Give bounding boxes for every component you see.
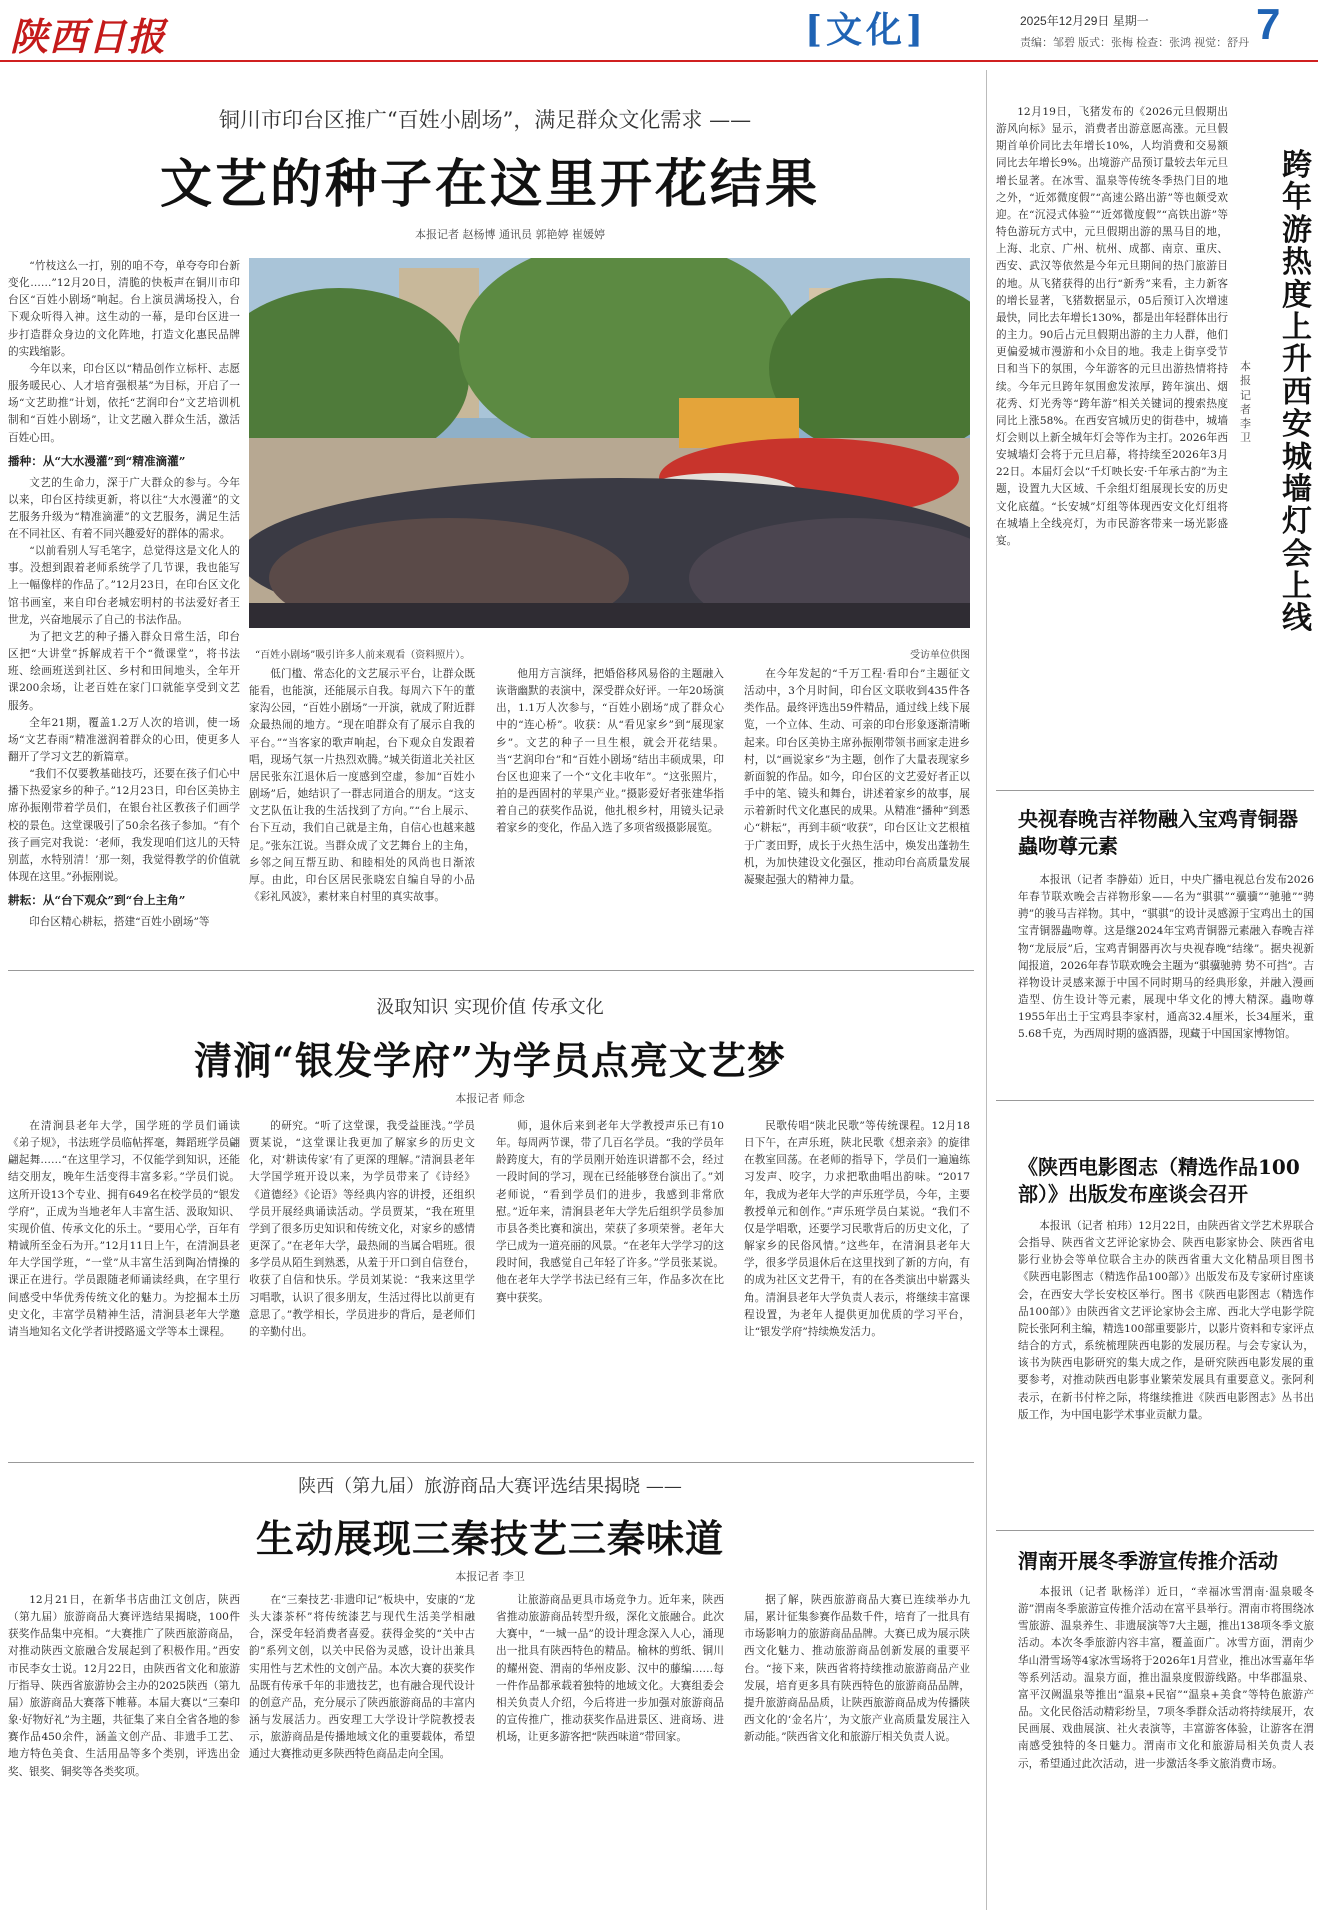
masthead-logo: 陕西日报 [10, 14, 167, 59]
page-header [0, 0, 1318, 62]
photo-credit: 受访单位供图 [910, 650, 970, 661]
right-mid-headline: 央视春晚吉祥物融入宝鸡青铜器蟲吻尊元素 [1018, 807, 1298, 858]
paragraph: “竹枝这么一打，别的咱不夸，单夸夸印台新变化……”12月20日，清脆的快板声在铜川市印台区“百姓小剧场”响起。台上演员满场投入，台下观众听得入神。这生动的一幕，是印台区进一步打造群众身边的文化阵地，打造文化惠民品牌的实践缩影。 [8, 260, 240, 358]
main-kicker: 铜川市印台区推广“百姓小剧场”，满足群众文化需求 —— [218, 108, 752, 132]
paragraph: “我们不仅要教基础技巧，还要在孩子们心中播下热爱家乡的种子。”12月23日，印台区美协主席孙振刚带着学员们，在银台社区教孩子们画学校的景色。这堂课吸引了50余名孩子参加。“有个孩子画完对我说：‘老师，我发现咱们这儿的天特别蓝，水特别清！’那一刻，我觉得教学的价值就体现在这里。”孙振刚说。 [8, 768, 240, 884]
right-top-text [996, 104, 1228, 774]
paragraph: 民歌传唱“陕北民歌”等传统课程。12月18日下午，在声乐班，陕北民歌《想亲亲》的旋律在教室回荡。在老师的指导下，学员们一遍遍练习发声、咬字，力求把歌曲唱出韵味。“2017年，我成为老年大学的声乐班学员，今年，主要教授单元和创作。”声乐班学员白某说。“我们不仅是学唱歌，还要学习民歌背后的历史文化，了解家乡的民俗风情。”这些年，在清涧县老年大学，很多学员退休后在这里找到了新的方向，有的成为社区文艺骨干，有的在各类演出中崭露头角。清涧县老年大学负责人表示，将继续丰富课程设置，为老年人提供更加优质的学习平台，让“银发学府”持续焕发活力。 [744, 1120, 970, 1338]
second-column-3 [496, 1118, 724, 1454]
main-column-1 [8, 258, 240, 958]
issue-date: 2025年12月29日 星期一 [1020, 14, 1149, 28]
main-photo [249, 258, 970, 628]
third-byline: 本报记者 李卫 [455, 1570, 525, 1583]
right-bottom-text [1018, 1584, 1314, 1910]
paragraph: 他用方言演绎，把婚俗移风易俗的主题融入诙谐幽默的表演中，深受群众好评。一年20场演出，1.1万人次参与，“百姓小剧场”成了群众心中的“连心桥”。收获：从“看见家乡”到“展现家乡”。文艺的种子一旦生根，就会开花结果。当“艺润印台”和“百姓小剧场”结出丰硕成果，印台区也迎来了一个“文化丰收年”。“这张照片，拍的是西固村的苹果产业。”摄影爱好者张建华指着自己的获奖作品说，他扎根乡村，用镜头记录着家乡的变化，作品入选了多项省级摄影展览。 [496, 668, 724, 835]
third-column-4 [744, 1592, 970, 1912]
paragraph: 低门槛、常态化的文艺展示平台，让群众既能看，也能演，还能展示自我。每周六下午的董家沟公园，“百姓小剧场”一开演，就成了附近群众最热闹的地方。“现在咱群众有了展示自我的平台。”“当客家的歌声响起，台下观众自发跟着唱，现场气氛一片热烈欢腾。”城关街道北关社区居民张东江退休后一度感到空虚，参加“百姓小剧场”后，她结识了一群志同道合的朋友。“这支文艺队伍让我的生活找到了方向。”“台上展示、台下互动，我们自己就是主角，自信心也越来越足。”张东江说。当群众成了文艺舞台上的主角，乡邻之间互帮互助、和睦相处的风尚也日渐浓厚。由此，印台区居民张晓宏自编自导的小品《彩礼风波》，素材来自村里的真实故事。 [249, 668, 475, 904]
second-column-1 [8, 1118, 240, 1454]
paragraph: 本报讯（记者 耿杨洋）近日，“幸福冰雪渭南·温泉暖冬游”渭南冬季旅游宣传推介活动在富平县举行。渭南市将围绕冰雪旅游、温泉养生、非遗展演等7大主题，推出138项冬季文旅活动。本次冬季旅游内容丰富，覆盖面广。冰雪方面，渭南少华山滑雪场等4家冰雪场将于2026年1月营业，推出冰雪嘉年华等系列活动。温泉方面，推出温泉度假游线路。中华郡温泉、富平汉阙温泉等推出“温泉+民宿”“温泉+美食”等特色旅游产品。文化民俗活动精彩纷呈，7项冬季群众活动将持续展开，农民画展、戏曲展演、社火表演等，丰富游客体验，让游客在渭南感受独特的冬日魅力。渭南市文化和旅游局相关负责人表示，希望通过此次活动，进一步激活冬季文旅消费市场。 [1018, 1586, 1314, 1770]
paragraph: 12月19日，飞猪发布的《2026元旦假期出游风向标》显示，消费者出游意愿高涨。元旦假期首单价同比去年增长10%，人均消费和交易额同比去年增长9%。出境游产品预订量较去年元旦增长显著。在冰雪、温泉等传统冬季热门目的地之外，“近郊微度假”“高速公路出游”等也颇受欢迎。在“沉浸式体验”“近郊微度假”“高铁出游”等特色游玩方式中，元旦假期出游的黑马目的地，上海、北京、广州、杭州、成都、南京、重庆、西安、武汉等依然是今年元旦期间的热门旅游目的地。从飞猪获得的出行“新秀”来看，主力新客的增长显著，飞猪数据显示，05后预订入次增速最快，同比去年增长130%，都是出年轻群体出行的主力。90后占元旦假期出游的主力人群，他们更偏爱城市漫游和小众目的地。我走上街享受节日和当下的氛围，今年游客的元旦出游热情将持续。今年元旦跨年氛围愈发浓厚，跨年演出、烟花秀、灯光秀等“跨年游”相关关键词的搜索热度同比上涨58%。在西安宫城历史的街巷中，城墙灯会则以上新全城年灯会等作为主打。2026年西安城墙灯会将于元旦启幕，将持续至2026年3月22日。本届灯会以“千灯映长安·千年承古韵”为主题，设置九大区域、千余组灯组展现长安的历史文化底蕴。“长安城”灯组等体现西安文化灯组将在城墙上全线亮灯，为市民游客带来一场光影盛宴。 [996, 106, 1228, 547]
right-mid-text [1018, 872, 1314, 1092]
divider [996, 1530, 1314, 1531]
section-title: [文化] [805, 9, 928, 51]
third-column-1 [8, 1592, 240, 1912]
right-top-headline: 跨年游热度上升 西安城墙灯会上线 [1282, 148, 1312, 637]
divider [996, 1100, 1314, 1101]
third-column-2 [249, 1592, 475, 1912]
photo-caption: “百姓小剧场”吸引许多人前来观看（资料照片）。 [255, 650, 471, 661]
main-column-2 [249, 666, 475, 962]
right-bottom-headline: 渭南开展冬季游宣传推介活动 [1018, 1549, 1278, 1573]
second-byline: 本报记者 师念 [455, 1092, 525, 1105]
main-column-3 [496, 666, 724, 962]
paragraph: 本报讯（记者 李静茹）近日，中央广播电视总台发布2026年春节联欢晚会吉祥物形象——名为“骐骐”“骥骥”“驰驰”“骋骋”的骏马吉祥物。其中，“骐骐”的设计灵感源于宝鸡出土的国宝青铜器蟲吻尊。这是继2024年宝鸡青铜器元素融入春晚吉祥物“龙辰辰”后，宝鸡青铜器再次与央视春晚“结缘”。据央视新闻报道，2026年春节联欢晚会主题为“骐骥驰骋 势不可挡”。吉祥物设计灵感来源于中国不同时期马的经典形象，并融入漫画造型、仿生设计等元素，展现中华文化的博大精深。蟲吻尊1955年出土于宝鸡县李家村，通高32.4厘米，长34厘米，重5.68千克，为西周时期的盛酒器，现藏于中国国家博物馆。 [1018, 874, 1314, 1041]
divider [8, 1462, 974, 1463]
paragraph: 全年21期，覆盖1.2万人次的培训，使一场场“文艺春雨”精准滋润着群众的心田，使更多人翻开了学习文艺的新篇章。 [8, 716, 240, 763]
performance-photo-illustration [249, 258, 970, 628]
paragraph: 12月21日，在新华书店曲江文创店，陕西（第九届）旅游商品大赛评选结果揭晓，100件获奖作品集中亮相。“大赛推广了陕西旅游商品，对推动陕西文旅融合发展起到了积极作用。”西安市民李女士说。12月22日，由陕西省文化和旅游厅指导、陕西省旅游协会主办的2025陕西（第九届）旅游商品大赛落下帷幕。本届大赛以“三秦印象·好物好礼”为主题，共征集了来自全省各地的参赛作品450余件，涵盖文创产品、非遗手工艺、地方特色美食、生活用品等多个类别，评选出金奖、银奖、铜奖等各类奖项。 [8, 1594, 240, 1778]
main-column-4 [744, 666, 970, 962]
paragraph: 本报讯（记者 柏玮）12月22日，由陕西省文学艺术界联合会指导、陕西省文艺评论家协会、陕西电影家协会、陕西省电影行业协会等单位联合主办的陕西省重大文化精品项目图书《陕西电影图志（精选作品100部）》出版发布及专家研讨座谈会，在西安大学长安校区举行。图书《陕西电影图志（精选作品100部）》由陕西省文艺评论家协会主席、西北大学电影学院院长张阿利主编，精选100部重要影片，以影片资料和专家评点结合的方式，系统梳理陕西电影的发展历程。与会专家认为，该书为陕西电影研究的集大成之作，是研究陕西电影发展的重要参考，对推动陕西电影事业繁荣发展具有重要意义。张阿利表示，在新书付梓之际，将继续推进《陕西电影图志》丛书出版工作，为中国电影学术事业贡献力量。 [1018, 1220, 1314, 1421]
divider [996, 790, 1314, 791]
paragraph: 据了解，陕西旅游商品大赛已连续举办九届，累计征集参赛作品数千件，培育了一批具有市场影响力的旅游商品品牌。大赛已成为展示陕西文化魅力、推动旅游商品创新发展的重要平台。“接下来，陕西省将持续推动旅游商品产业发展，培育更多具有陕西特色的旅游商品品牌，提升旅游商品品质，让陕西旅游商品成为传播陕西文化的‘金名片’，为文旅产业高质量发展注入新动能。”陕西省文化和旅游厅相关负责人说。 [744, 1594, 970, 1744]
page-number: 7 [1256, 0, 1281, 49]
paragraph: 为了把文艺的种子播入群众日常生活，印台区把“大讲堂”拆解成若干个“微课堂”，将书法班、绘画班送到社区、乡村和田间地头，全年开课200余场，让老百姓在家门口就能享受到文艺服务。 [8, 630, 240, 712]
third-headline: 生动展现三秦技艺三秦味道 [255, 1516, 724, 1561]
second-kicker: 汲取知识 实现价值 传承文化 [376, 997, 604, 1018]
paragraph: 在今年发起的“千万工程·看印台”主题征文活动中，3个月时间，印台区文联收到435件各类作品。最终评选出59件精品，通过线上线下展览，一个立体、生动、可亲的印台形象逐渐清晰起来。印台区美协主席孙振刚带领书画家走进乡村，以“画说家乡”为主题，创作了大量表现家乡新面貌的作品。如今，印台区的文艺爱好者正以手中的笔、镜头和舞台，讲述着家乡的故事，展示着新时代文化惠民的成果。从精准“播种”到悉心“耕耘”，再到丰硕“收获”，印台区让文艺根植于广袤田野，成长于火热生活中，焕发出蓬勃生机，为加快建设文化强区，推动印台高质量发展凝聚起强大的精神力量。 [744, 668, 970, 886]
editors-line: 责编：邹碧 版式：张梅 检查：张鸿 视觉：舒丹 [1020, 37, 1250, 49]
third-kicker: 陕西（第九届）旅游商品大赛评选结果揭晓 —— [298, 1476, 682, 1497]
paragraph: 的研究。“听了这堂课，我受益匪浅。”学员贾某说，“这堂课让我更加了解家乡的历史文化，对‘耕读传家’有了更深的理解。”清涧县老年大学国学班开设以来，为学员带来了《诗经》《道德经》《论语》等经典内容的讲授，还组织学员开展经典诵读活动。学员贾某，“我在班里学到了很多历史知识和传统文化，对家乡的感情更深了。”在老年大学，最热闹的当属合唱班。很多学员从陌生到熟悉，从羞于开口到自信登台，收获了自信和快乐。学员刘某说：“我来这里学习唱歌，认识了很多朋友，生活过得比以前更有意思了。”教学相长，学员进步的背后，是老师们的辛勤付出。 [249, 1120, 475, 1338]
third-column-3 [496, 1592, 724, 1912]
divider [8, 970, 974, 971]
paragraph: 在清涧县老年大学，国学班的学员们诵读《弟子规》，书法班学员临帖挥毫，舞蹈班学员翩翩起舞……“在这里学习，不仅能学到知识，还能结交朋友，晚年生活变得丰富多彩。”学员们说。这所开设13个专业、拥有649名在校学员的“银发学府”，正成为当地老年人丰富生活、汲取知识、实现价值、传承文化的乐土。“要用心学，百年有精诚所至金石为开。”12月11日上午，在清涧县老年大学国学班，“一堂”从丰富生活到陶冶情操的课正在进行。学员跟随老师诵读经典，在字里行间感受中华优秀传统文化的魅力。为挖掘本土历史文化，丰富学员精神生活，清涧县老年大学邀请当地知名文化学者讲授路遥文学等本土课程。 [8, 1120, 240, 1338]
subhead: 耕耘：从“台下观众”到“台上主角” [8, 893, 186, 908]
paragraph: 印台区精心耕耘，搭建“百姓小剧场”等 [29, 916, 210, 929]
paragraph: 文艺的生命力，深于广大群众的参与。今年以来，印台区持续更新，将以往“大水漫灌”的文艺服务升级为“精准滴灌”的文艺服务，满足生活在不同社区、有着不同兴趣爱好的群体的需求。 [8, 476, 240, 540]
paragraph: “以前看别人写毛笔字，总觉得这是文化人的事。没想到跟着老师系统学了几节课，我也能写上一幅像样的作品了。”12月23日，在印台区文化馆书画室，来自印台老城宏明村的书法爱好者王世龙，兴奋地展示了自己的书法作品。 [8, 545, 240, 626]
column-divider [986, 70, 987, 1910]
paragraph: 让旅游商品更具市场竞争力。近年来，陕西省推动旅游商品转型升级，深化文旅融合。此次大赛中，“一城一品”的设计理念深入人心，涌现出一批具有陕西特色的精品。榆林的剪纸、铜川的耀州瓷、渭南的华州皮影、汉中的藤编……每一件作品都承载着独特的地域文化。大赛组委会相关负责人介绍，今后将进一步加强对旅游商品的宣传推广，推动获奖作品进景区、进商场、进机场，让更多游客把“陕西味道”带回家。 [496, 1594, 724, 1744]
paragraph: 在“三秦技艺·非遗印记”板块中，安康的“龙头大漆茶杯”将传统漆艺与现代生活美学相融合，深受年轻消费者喜爱。获得金奖的“关中古韵”系列文创，以关中民俗为灵感，设计出兼具实用性与艺术性的文创产品。本次大赛的获奖作品既有传承千年的非遗技艺，也有融合现代设计的创意产品，充分展示了陕西旅游商品的丰富内涵与发展活力。西安理工大学设计学院教授表示，旅游商品是传播地域文化的重要载体，希望通过大赛推动更多陕西特色商品走向全国。 [249, 1594, 475, 1761]
main-headline: 文艺的种子在这里开花结果 [159, 154, 820, 215]
paragraph: 师，退休后来到老年大学教授声乐已有10年。每周两节课，带了几百名学员。“我的学员年龄跨度大，有的学员刚开始连识谱都不会，经过一段时间的学习，现在已经能够登台演出了。”刘老师说，“看到学员们的进步，我感到非常欣慰。”近年来，清涧县老年大学先后组织学员参加市县各类比赛和演出，荣获了多项荣誉。老年大学已成为一道亮丽的风景。“在老年大学学习的这段时间，我感觉自己年轻了许多。”学员张某说。他在老年大学学书法已经有三年，作品多次在比赛中获奖。 [496, 1120, 724, 1304]
paragraph: 今年以来，印台区以“精品创作立标杆、志愿服务暖民心、人才培育强根基”为目标，开启了一场“文艺助推”计划，依托“艺润印台”文艺培训机制和“百姓小剧场”，让文艺融入群众生活，激活百姓心田。 [8, 362, 240, 444]
second-column-4 [744, 1118, 970, 1454]
second-headline: 清涧“银发学府”为学员点亮文艺梦 [194, 1038, 786, 1083]
main-byline: 本报记者 赵杨博 通讯员 郭艳婷 崔媛婷 [415, 228, 605, 241]
right-top-byline: 本报记者 李卫 [1240, 360, 1251, 445]
right-mid2-text [1018, 1218, 1314, 1518]
second-column-2 [249, 1118, 475, 1454]
right-mid2-headline: 《陕西电影图志（精选作品100部）》出版发布座谈会召开 [1018, 1155, 1300, 1206]
subhead: 播种：从“大水漫灌”到“精准滴灌” [8, 453, 186, 468]
